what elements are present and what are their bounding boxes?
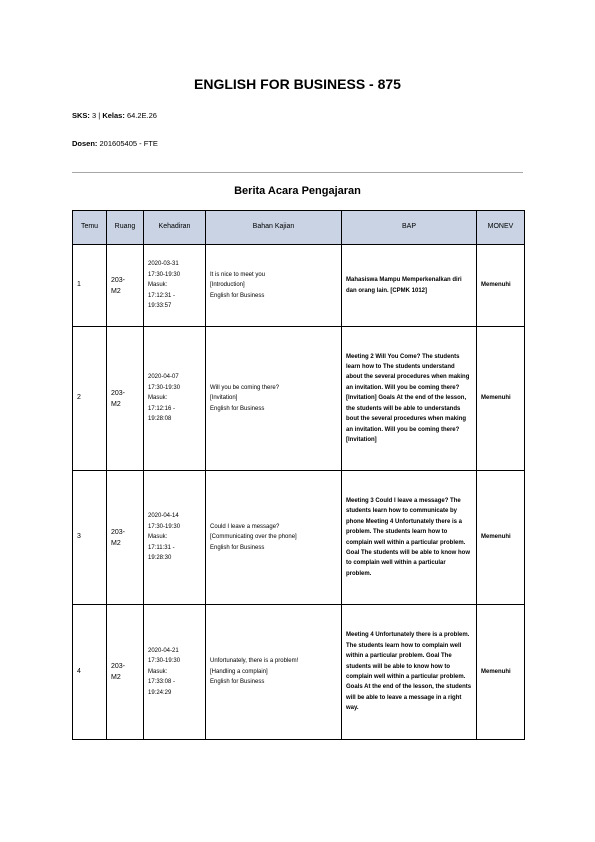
table-row xyxy=(73,471,525,605)
kehadiran-in: 17:33:08 - xyxy=(148,679,176,686)
document-title: ENGLISH FOR BUSINESS - 875 xyxy=(194,76,401,92)
ruang-line: M2 xyxy=(111,674,121,681)
cell-bap: Meeting 2 Will You Come? The students learn how to The students understand about the several procedures when making an invitation. Will you be coming there? [Invitation] Goals At the end of the lesson, the students will be able to understands bout the several procedures when making an invitation. Will you be coming there? [Invitation] xyxy=(342,327,477,471)
cell-monev: Memenuhi xyxy=(477,605,525,740)
bahan-subtopic: [Communicating over the phone] xyxy=(210,534,297,541)
cell-bap: Mahasiswa Mampu Memperkenalkan diri dan orang lain. [CPMK 1012] xyxy=(342,245,477,327)
bahan-topic: Could I leave a message? xyxy=(210,523,280,530)
bahan-course: English for Business xyxy=(210,544,265,551)
kehadiran-label: Masuk: xyxy=(148,534,168,541)
bahan-topic: It is nice to meet you xyxy=(210,271,266,278)
kehadiran-out: 19:28:30 xyxy=(148,555,172,562)
cell-monev: Memenuhi xyxy=(477,245,525,327)
header-bahan-kajian: Bahan Kajian xyxy=(206,211,342,245)
ruang-line: M2 xyxy=(111,287,121,295)
cell-bahan-kajian xyxy=(206,327,342,471)
kehadiran-schedule: 17:30-19:30 xyxy=(148,384,181,391)
kelas-label: Kelas: xyxy=(102,111,125,120)
cell-kehadiran xyxy=(144,605,206,740)
cell-kehadiran xyxy=(144,245,206,327)
kehadiran-in: 17:12:16 - xyxy=(148,405,176,412)
table-row xyxy=(73,327,525,471)
bahan-course: English for Business xyxy=(210,292,265,299)
cell-temu: 2 xyxy=(73,327,107,471)
cell-ruang xyxy=(107,327,144,471)
ruang-line: M2 xyxy=(111,539,121,547)
kehadiran-date: 2020-04-14 xyxy=(148,513,179,520)
sks-value: 3 xyxy=(92,111,97,120)
cell-ruang xyxy=(107,245,144,327)
cell-monev: Memenuhi xyxy=(477,327,525,471)
kehadiran-label: Masuk: xyxy=(148,395,168,402)
kehadiran-out: 19:24:29 xyxy=(148,689,172,696)
cell-monev: Memenuhi xyxy=(477,471,525,605)
header-ruang: Ruang xyxy=(107,211,144,245)
ruang-line: 203- xyxy=(111,389,126,397)
cell-bahan-kajian xyxy=(206,605,342,740)
table-row xyxy=(73,245,525,327)
table-header-row xyxy=(73,211,525,245)
header-monev: MONEV xyxy=(477,211,525,245)
header-temu: Temu xyxy=(73,211,107,245)
ruang-line: 203- xyxy=(111,528,126,536)
cell-temu: 1 xyxy=(73,245,107,327)
section-divider xyxy=(72,172,523,173)
ruang-line: 203- xyxy=(111,276,126,284)
kehadiran-label: Masuk: xyxy=(148,282,168,289)
bahan-subtopic: [Introduction] xyxy=(210,282,245,289)
kehadiran-date: 2020-04-21 xyxy=(148,647,179,654)
header-bap: BAP xyxy=(342,211,477,245)
bahan-subtopic: [Handling a complain] xyxy=(210,668,268,675)
kelas-value: 64.2E.26 xyxy=(126,111,157,120)
bahan-topic: Will you be coming there? xyxy=(210,384,280,391)
cell-bap: Meeting 4 Unfortunately there is a problem. The students learn how to complain well within a particular problem. Goal The students will be able to know how to complain well within a particular problem. Goals At the end of the lesson, the students will be able to leave a message in a right way. xyxy=(342,605,477,740)
sks-label: SKS: xyxy=(72,111,90,120)
table-row xyxy=(73,605,525,740)
cell-bahan-kajian xyxy=(206,245,342,327)
kehadiran-date: 2020-04-07 xyxy=(148,374,179,381)
bahan-subtopic: [Invitation] xyxy=(210,395,238,402)
cell-ruang xyxy=(107,471,144,605)
dosen-value: 201605405 - FTE xyxy=(99,139,158,148)
cell-ruang xyxy=(107,605,144,740)
kehadiran-in: 17:11:31 - xyxy=(148,544,175,551)
kehadiran-out: 19:28:08 xyxy=(148,416,172,423)
ruang-line: M2 xyxy=(111,400,121,408)
header-kehadiran: Kehadiran xyxy=(144,211,206,245)
kehadiran-schedule: 17:30-19:30 xyxy=(148,271,181,278)
cell-bahan-kajian xyxy=(206,471,342,605)
section-title: Berita Acara Pengajaran xyxy=(234,185,361,197)
cell-temu: 3 xyxy=(73,471,107,605)
lecturer-meta-line xyxy=(72,139,158,148)
kehadiran-date: 2020-03-31 xyxy=(148,261,179,268)
teaching-report-table xyxy=(72,210,525,740)
dosen-label: Dosen: xyxy=(72,139,98,148)
kehadiran-out: 19:33:57 xyxy=(148,303,172,310)
kehadiran-schedule: 17:30-19:30 xyxy=(148,523,181,530)
meta-separator: | xyxy=(98,111,101,120)
cell-kehadiran xyxy=(144,471,206,605)
kehadiran-label: Masuk: xyxy=(148,668,168,675)
bahan-course: English for Business xyxy=(210,405,265,412)
cell-bap: Meeting 3 Could I leave a message? The students learn how to communicate by phone Meeting 4 Unfortunately there is a problem. The students learn how to complain well within a particular problem. Goal The students will be able to know how to complain well within a particular problem. xyxy=(342,471,477,605)
course-meta-line xyxy=(72,111,157,120)
kehadiran-in: 17:12:31 - xyxy=(148,292,176,299)
bahan-topic: Unfortunately, there is a problem! xyxy=(210,658,299,665)
kehadiran-schedule: 17:30-19:30 xyxy=(148,658,181,665)
cell-temu: 4 xyxy=(73,605,107,740)
cell-kehadiran xyxy=(144,327,206,471)
ruang-line: 203- xyxy=(111,663,126,670)
bahan-course: English for Business xyxy=(210,679,265,686)
